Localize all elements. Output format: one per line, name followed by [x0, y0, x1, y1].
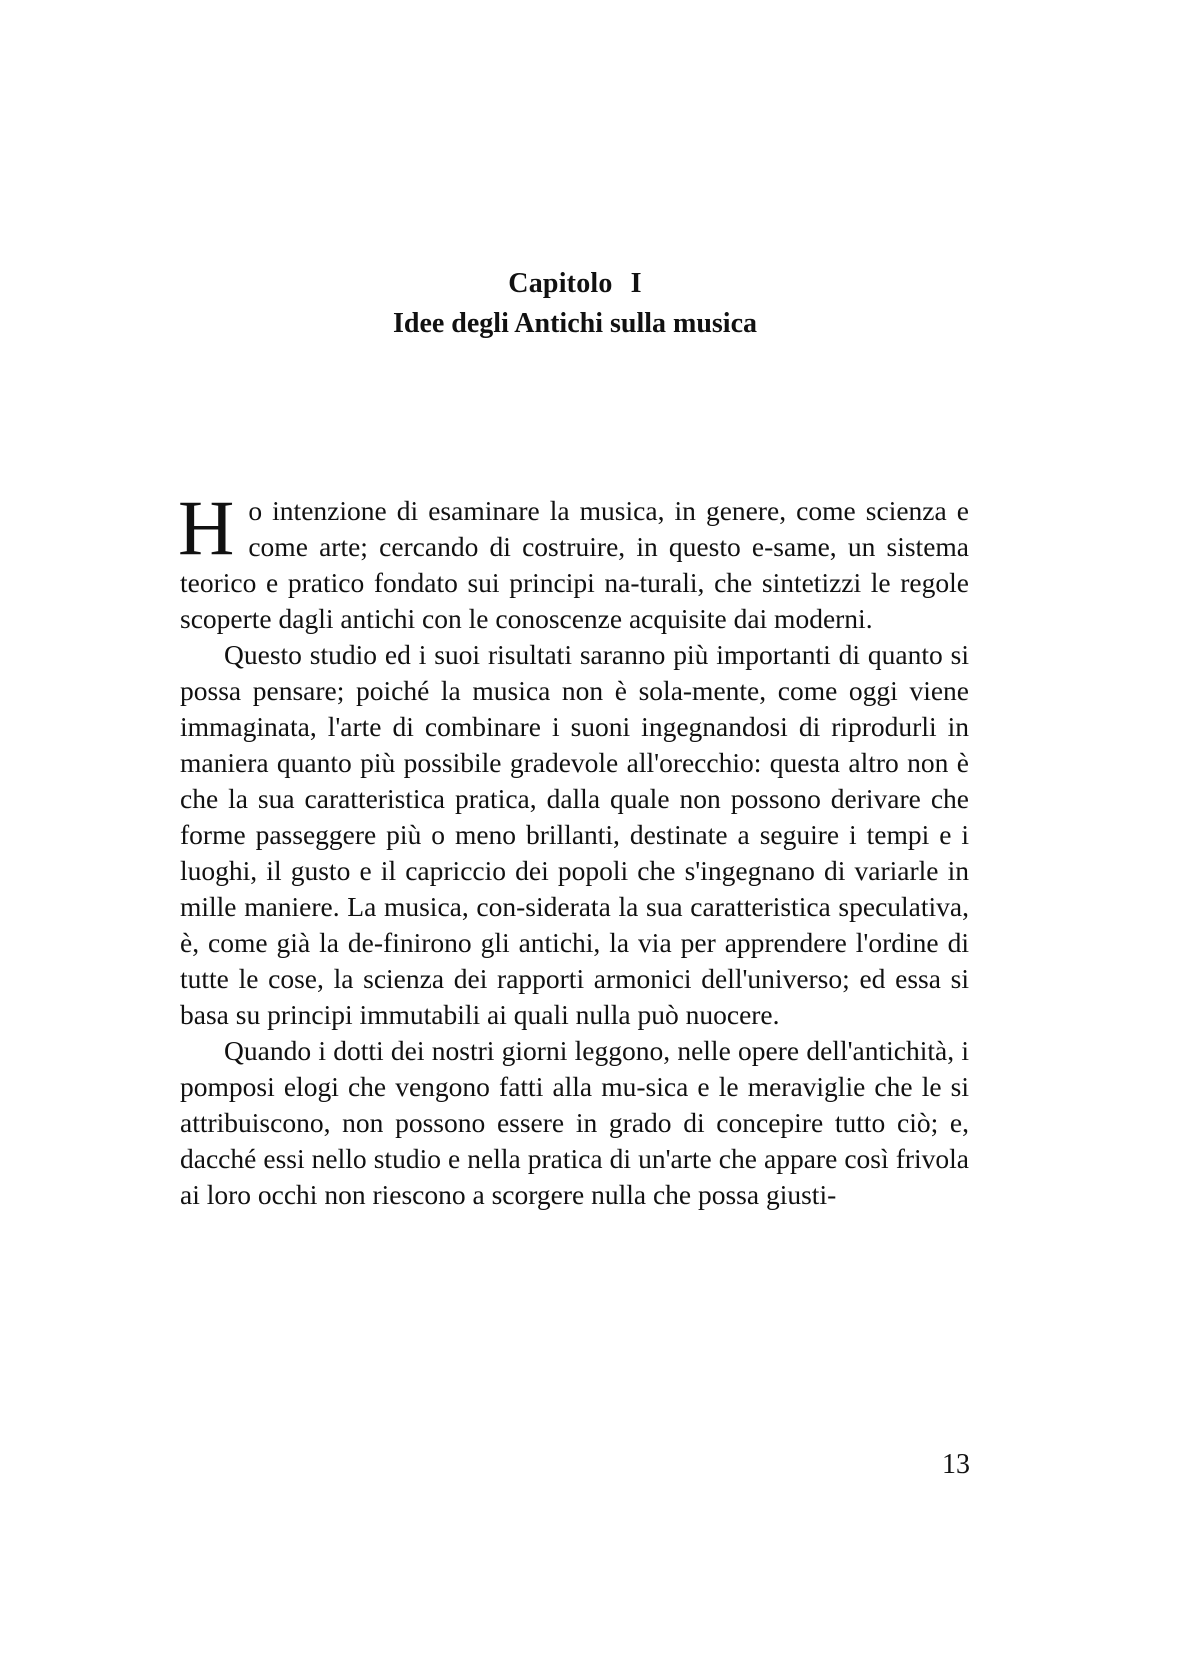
chapter-title: Idee degli Antichi sulla musica — [392, 308, 758, 339]
paragraph-1-text: o intenzione di esaminare la musica, in genere, come scienza e come arte; cercando di costruire, in questo e-same, un sistema teorico e pratico fondato sui principi na-turali, che sintetizzi le regole scoperte dagli antichi con le conoscenze acquisite dai moderni. — [180, 495, 969, 634]
chapter-label: Capitolo — [508, 268, 613, 299]
chapter-number-line — [180, 264, 970, 304]
page-number: 13 — [942, 1449, 970, 1480]
chapter-number: I — [630, 268, 642, 299]
chapter-heading — [180, 264, 970, 344]
paragraph-2: Questo studio ed i suoi risultati saranno più importanti di quanto si possa pensare; poiché la musica non è sola-mente, come oggi viene immaginata, l'arte di combinare i suoni ingegnandosi di riprodurli in maniera quanto più possibile gradevole all'orecchio: questa altro non è che la sua caratteristica pratica, dalla quale non possono derivare che forme passeggere più o meno brillanti, destinate a seguire i tempi e i luoghi, il gusto e il capriccio dei popoli che s'ingegnano di variarle in mille maniere. La musica, con-siderata la sua caratteristica speculativa, è, come già la de-finirono gli antichi, la via per apprendere l'ordine di tutte le cose, la scienza dei rapporti armonici dell'universo; ed essa si basa su principi immutabili ai quali nulla può nuocere. — [180, 639, 969, 1030]
body-text — [178, 484, 969, 1213]
paragraph-1 — [178, 484, 969, 637]
paragraph-3: Quando i dotti dei nostri giorni leggono, nelle opere dell'antichità, i pomposi elogi che vengono fatti alla mu-sica e le meraviglie che le si attribuiscono, non possono essere in grado di concepire tutto ciò; e, dacché essi nello studio e nella pratica di un'arte che appare così frivola ai loro occhi non riescono a scorgere nulla che possa giusti- — [180, 1035, 969, 1210]
drop-cap: H — [178, 484, 235, 571]
